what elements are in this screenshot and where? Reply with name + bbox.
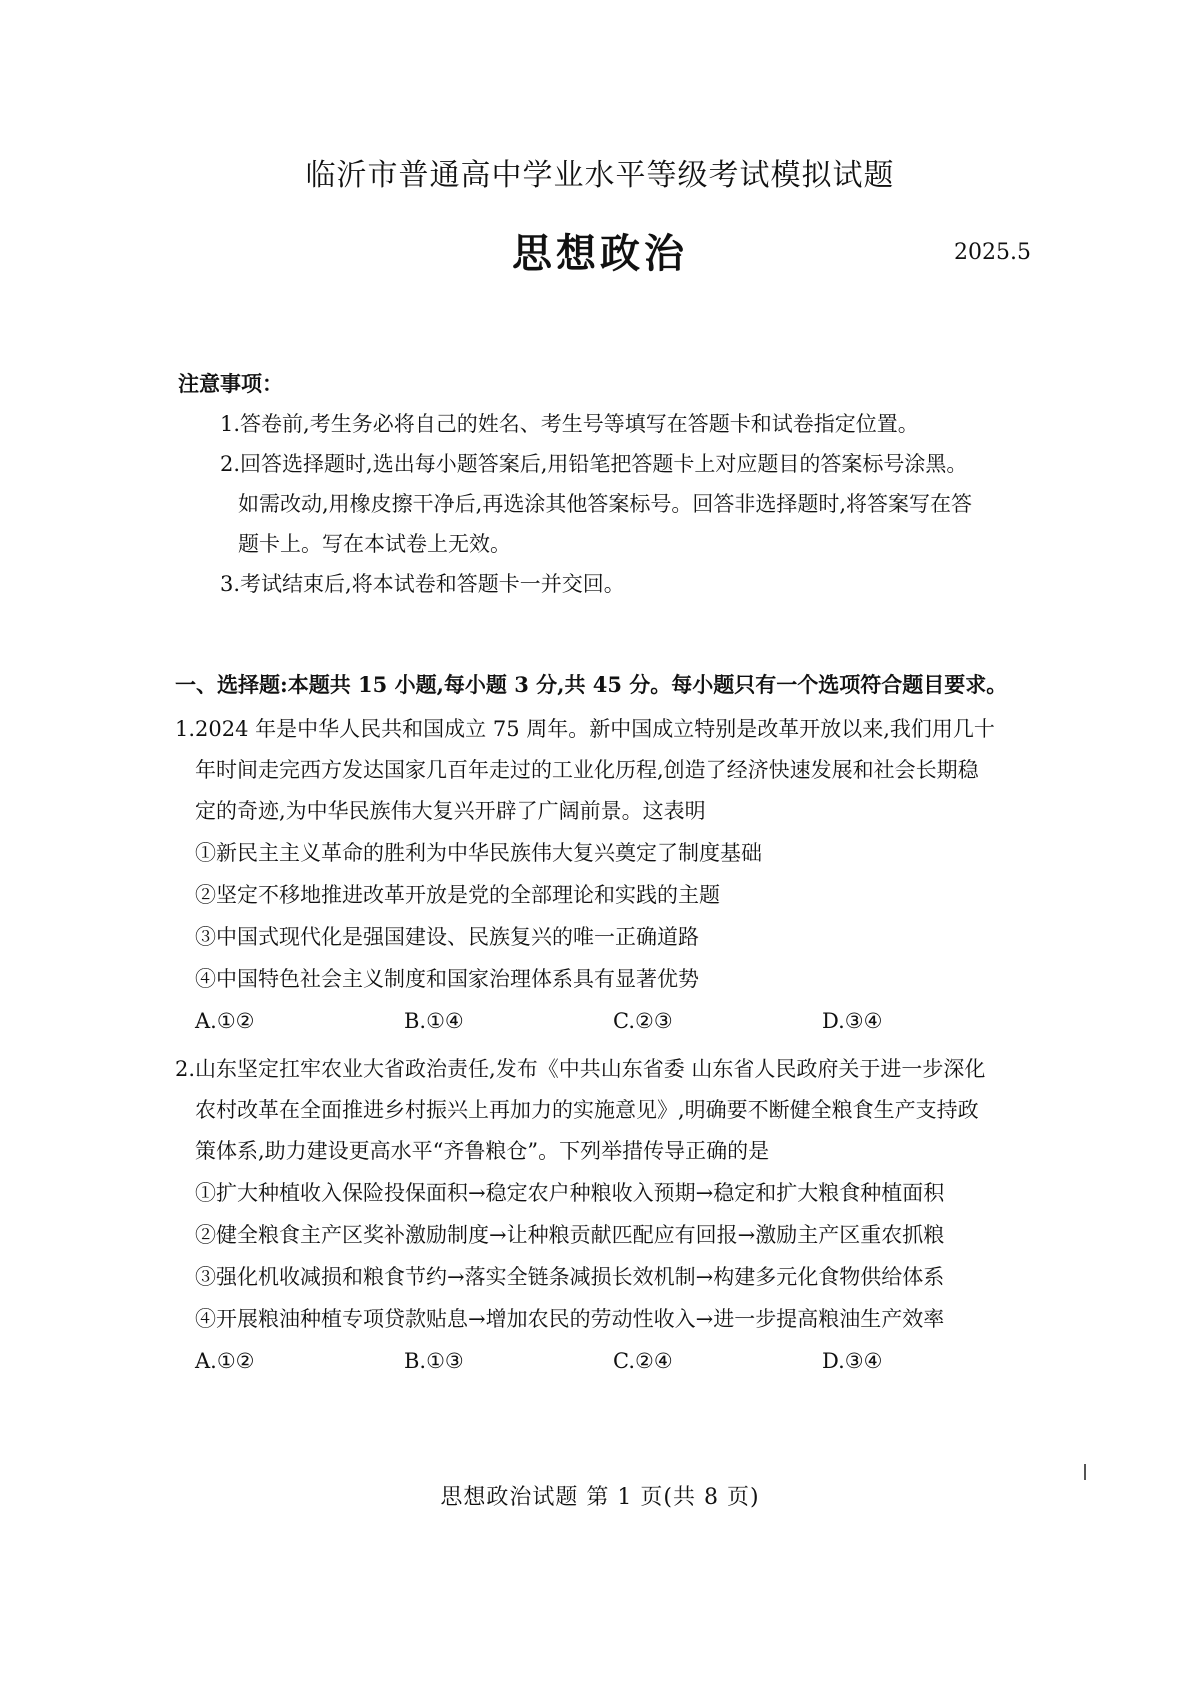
- subject-title: 思想政治: [512, 230, 688, 277]
- answer-choice-d: D.③④: [822, 1009, 883, 1033]
- answer-choice-a: A.①②: [195, 1009, 255, 1033]
- answer-choice-a: A.①②: [195, 1349, 255, 1373]
- notice-item-2-line-3: 题卡上。写在本试卷上无效。: [238, 532, 511, 556]
- notice-item-2: 2.回答选择题时,选出每小题答案后,用铅笔把答题卡上对应题目的答案标号涂黑。: [220, 452, 968, 476]
- question-option: ①扩大种植收入保险投保面积→稳定农户种粮收入预期→稳定和扩大粮食种植面积: [195, 1181, 945, 1205]
- question-option: ①新民主主义革命的胜利为中华民族伟大复兴奠定了制度基础: [195, 841, 762, 865]
- question-stem-line: 2.山东坚定扛牢农业大省政治责任,发布《中共山东省委 山东省人民政府关于进一步深化: [175, 1057, 986, 1081]
- question-option: ③强化机收减损和粮食节约→落实全链条减损长效机制→构建多元化食物供给体系: [195, 1265, 945, 1289]
- answer-choices: [175, 1000, 1055, 1042]
- answer-choices: [175, 1340, 1055, 1382]
- exam-date: 2025.5: [954, 240, 1031, 265]
- answer-choice-b: B.①③: [404, 1349, 464, 1373]
- section-heading: 一、选择题:本题共 15 小题,每小题 3 分,共 45 分。每小题只有一个选项符合题目要求。: [175, 672, 1008, 697]
- answer-choice-c: C.②③: [613, 1009, 673, 1033]
- exam-title: 临沂市普通高中学业水平等级考试模拟试题: [305, 158, 895, 193]
- notice-heading: 注意事项：: [178, 371, 283, 396]
- scan-mark: [1084, 1464, 1086, 1480]
- notice-item-2-continued: [178, 484, 1038, 524]
- question-stem-line: 农村改革在全面推进乡村振兴上再加力的实施意见》,明确要不断健全粮食生产支持政: [195, 1098, 979, 1122]
- notice-item-2-line-2: 如需改动,用橡皮擦干净后,再选涂其他答案标号。回答非选择题时,将答案写在答: [238, 492, 973, 516]
- answer-choice-d: D.③④: [822, 1349, 883, 1373]
- question-stem-line: 策体系,助力建设更高水平“齐鲁粮仓”。下列举措传导正确的是: [195, 1139, 770, 1163]
- question-stem-line: 定的奇迹,为中华民族伟大复兴开辟了广阔前景。这表明: [195, 799, 706, 823]
- question-option: ④开展粮油种植专项贷款贴息→增加农民的劳动性收入→进一步提高粮油生产效率: [195, 1307, 945, 1331]
- notice-item-1: 1.答卷前,考生务必将自己的姓名、考生号等填写在答题卡和试卷指定位置。: [220, 412, 919, 436]
- page-footer: 思想政治试题 第 1 页(共 8 页): [440, 1485, 760, 1510]
- question-option: ②健全粮食主产区奖补激励制度→让种粮贡献匹配应有回报→激励主产区重农抓粮: [195, 1223, 945, 1247]
- answer-choice-b: B.①④: [404, 1009, 464, 1033]
- notice-item-3: 3.考试结束后,将本试卷和答题卡一并交回。: [220, 572, 625, 596]
- question-option: ④中国特色社会主义制度和国家治理体系具有显著优势: [195, 967, 699, 991]
- question-option: ③中国式现代化是强国建设、民族复兴的唯一正确道路: [195, 925, 699, 949]
- notice-item-2-continued-2: [178, 524, 1038, 564]
- notice-block: [178, 364, 1038, 604]
- question-1: [175, 709, 1055, 1042]
- answer-choice-c: C.②④: [613, 1349, 673, 1373]
- question-2: [175, 1049, 1055, 1382]
- question-stem-line: 年时间走完西方发达国家几百年走过的工业化历程,创造了经济快速发展和社会长期稳: [195, 758, 979, 782]
- question-option: ②坚定不移地推进改革开放是党的全部理论和实践的主题: [195, 883, 720, 907]
- question-stem-line: 1.2024 年是中华人民共和国成立 75 周年。新中国成立特别是改革开放以来,我们用几十: [175, 717, 995, 741]
